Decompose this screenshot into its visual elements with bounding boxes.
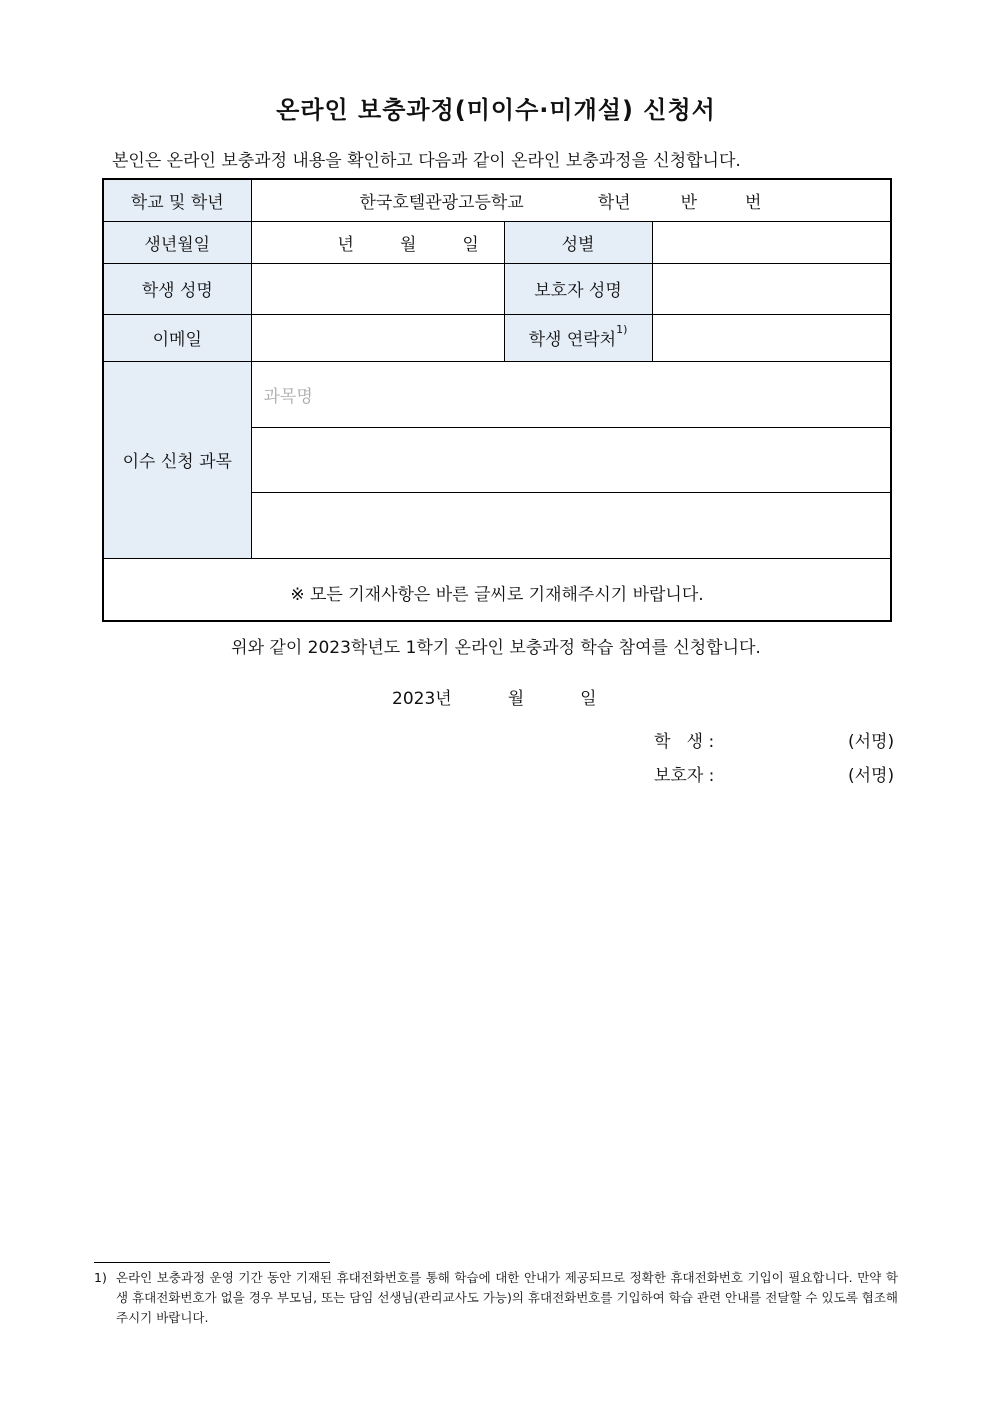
course-field-3[interactable] bbox=[251, 492, 891, 558]
school-label: 학교 및 학년 bbox=[103, 179, 251, 221]
contact-field[interactable] bbox=[652, 314, 891, 361]
birth-day-unit: 일 bbox=[462, 234, 479, 255]
date-month: 월 bbox=[507, 689, 525, 709]
birth-date-field[interactable] bbox=[251, 221, 504, 263]
course-row-1 bbox=[103, 361, 891, 427]
declaration-text: 위와 같이 2023학년도 1학기 온라인 보충과정 학습 참여를 신청합니다. bbox=[231, 638, 761, 658]
birth-row bbox=[103, 221, 891, 263]
student-name-label: 학생 성명 bbox=[103, 263, 251, 314]
gender-field[interactable] bbox=[652, 221, 891, 263]
footnote bbox=[94, 1268, 898, 1328]
date-line bbox=[392, 684, 597, 709]
footnote-divider bbox=[94, 1262, 330, 1263]
email-field[interactable] bbox=[251, 314, 504, 361]
date-day: 일 bbox=[580, 689, 597, 709]
contact-footnote-mark: 1) bbox=[616, 323, 628, 336]
birth-year-unit: 년 bbox=[337, 234, 354, 255]
footnote-mark: 1) bbox=[94, 1270, 107, 1285]
date-year: 2023년 bbox=[392, 689, 452, 709]
course-field-2[interactable] bbox=[251, 427, 891, 492]
guardian-sign-label: 보호자 : bbox=[654, 766, 715, 786]
email-label: 이메일 bbox=[103, 314, 251, 361]
guardian-name-field[interactable] bbox=[652, 263, 891, 314]
contact-row bbox=[103, 314, 891, 361]
notice-text: ※ 모든 기재사항은 바른 글씨로 기재해주시기 바랍니다. bbox=[103, 558, 891, 621]
document-title: 온라인 보충과정(미이수·미개설) 신청서 bbox=[276, 96, 716, 124]
contact-label-cell bbox=[504, 314, 652, 361]
application-form-table bbox=[102, 178, 892, 622]
grade-unit: 학년 bbox=[597, 192, 631, 213]
guardian-sign-field[interactable]: (서명) bbox=[848, 766, 895, 786]
gender-label: 성별 bbox=[504, 221, 652, 263]
birth-label: 생년월일 bbox=[103, 221, 251, 263]
number-unit: 번 bbox=[745, 192, 762, 213]
school-row bbox=[103, 179, 891, 221]
student-sign-field[interactable]: (서명) bbox=[848, 732, 895, 752]
class-unit: 반 bbox=[680, 192, 698, 213]
course-field-1[interactable]: 과목명 bbox=[251, 361, 891, 427]
student-sign-label: 학 생 : bbox=[654, 732, 715, 752]
name-row bbox=[103, 263, 891, 314]
intro-text: 본인은 온라인 보충과정 내용을 확인하고 다음과 같이 온라인 보충과정을 신청합니다. bbox=[112, 151, 741, 171]
contact-label: 학생 연락처 bbox=[528, 330, 617, 350]
notice-row bbox=[103, 558, 891, 621]
course-label: 이수 신청 과목 bbox=[103, 361, 251, 558]
school-name: 한국호텔관광고등학교 bbox=[359, 192, 524, 213]
guardian-name-label: 보호자 성명 bbox=[504, 263, 652, 314]
student-name-field[interactable] bbox=[251, 263, 504, 314]
school-grade-field[interactable] bbox=[251, 179, 891, 221]
birth-month-unit: 월 bbox=[399, 234, 417, 255]
footnote-text: 온라인 보충과정 운영 기간 동안 기재된 휴대전화번호를 통해 학습에 대한 안내가 제공되므로 정확한 휴대전화번호 기입이 필요합니다. 만약 학생 휴대전화번호가 없을 경우 부모님, 또는 담임 선생님(관리교사도 가능)의 휴대전화번호를 기입하여 학습 관련 안내를 전달할 수 있도록 협조해주시기 바랍니다. bbox=[116, 1270, 898, 1325]
